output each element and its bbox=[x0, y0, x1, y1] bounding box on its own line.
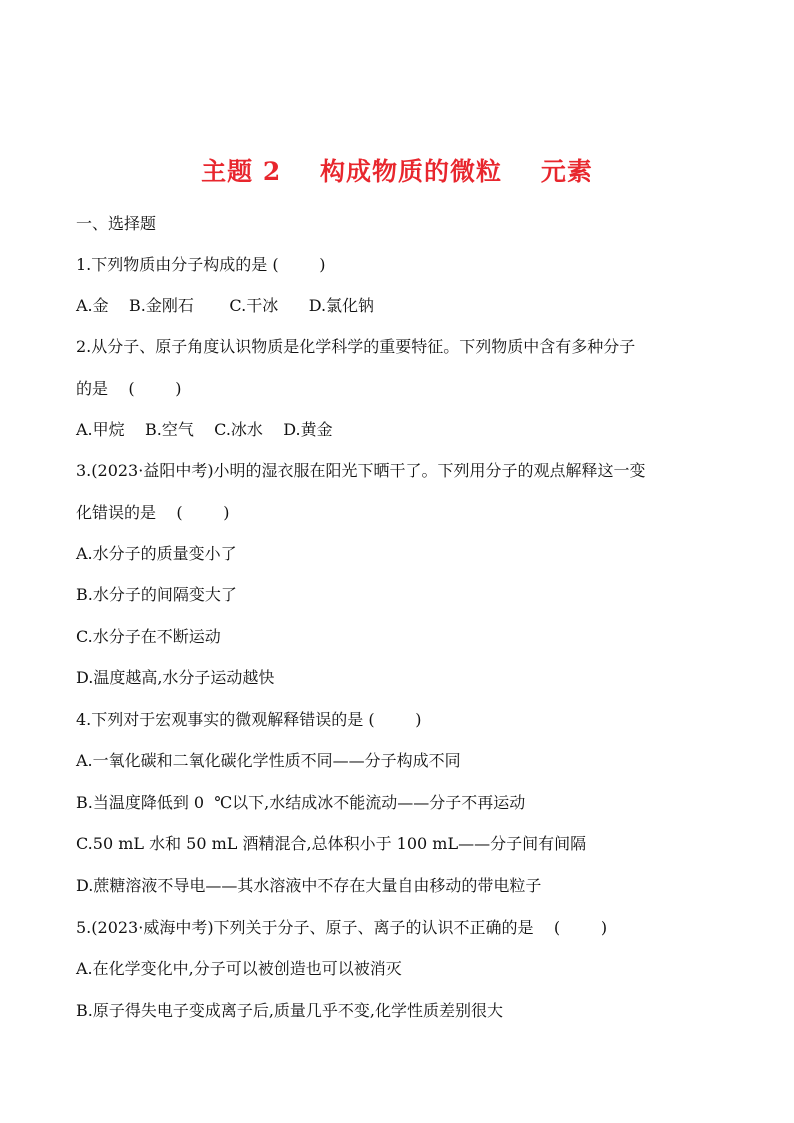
question-4-option-d: D.蔗糖溶液不导电——其水溶液中不存在大量自由移动的带电粒子 bbox=[76, 876, 542, 895]
question-3-stem-line1: 3.(2023·益阳中考)小明的湿衣服在阳光下晒干了。下列用分子的观点解释这一变 bbox=[76, 461, 646, 480]
question-4-option-c: C.50 mL 水和 50 mL 酒精混合,总体积小于 100 mL——分子间有间隔 bbox=[76, 834, 587, 853]
question-1-stem: 1.下列物质由分子构成的是 ( ) bbox=[76, 255, 326, 274]
question-1-options: A.金 B.金刚石 C.干冰 D.氯化钠 bbox=[76, 296, 375, 315]
section-heading: 一、选择题 bbox=[76, 214, 157, 233]
question-3-option-b: B.水分子的间隔变大了 bbox=[76, 585, 237, 604]
question-2-stem-line1: 2.从分子、原子角度认识物质是化学科学的重要特征。下列物质中含有多种分子 bbox=[76, 337, 636, 356]
question-4-option-a: A.一氧化碳和二氧化碳化学性质不同——分子构成不同 bbox=[76, 751, 461, 770]
question-5-stem: 5.(2023·威海中考)下列关于分子、原子、离子的认识不正确的是 ( ) bbox=[76, 918, 608, 937]
question-4-option-b: B.当温度降低到 0 ℃以下,水结成冰不能流动——分子不再运动 bbox=[76, 793, 526, 812]
question-2-stem-line2: 的是 ( ) bbox=[76, 379, 182, 398]
question-5-option-a: A.在化学变化中,分子可以被创造也可以被消灭 bbox=[76, 959, 402, 978]
question-5-option-b: B.原子得失电子变成离子后,质量几乎不变,化学性质差别很大 bbox=[76, 1001, 504, 1020]
question-3-stem-line2: 化错误的是 ( ) bbox=[76, 503, 230, 522]
question-3-option-d: D.温度越高,水分子运动越快 bbox=[76, 668, 275, 687]
question-3-option-a: A.水分子的质量变小了 bbox=[76, 544, 237, 563]
question-2-options: A.甲烷 B.空气 C.冰水 D.黄金 bbox=[76, 420, 333, 439]
question-3-option-c: C.水分子在不断运动 bbox=[76, 627, 221, 646]
question-4-stem: 4.下列对于宏观事实的微观解释错误的是 ( ) bbox=[76, 710, 422, 729]
page-title: 主题 2 构成物质的微粒 元素 bbox=[201, 157, 593, 186]
